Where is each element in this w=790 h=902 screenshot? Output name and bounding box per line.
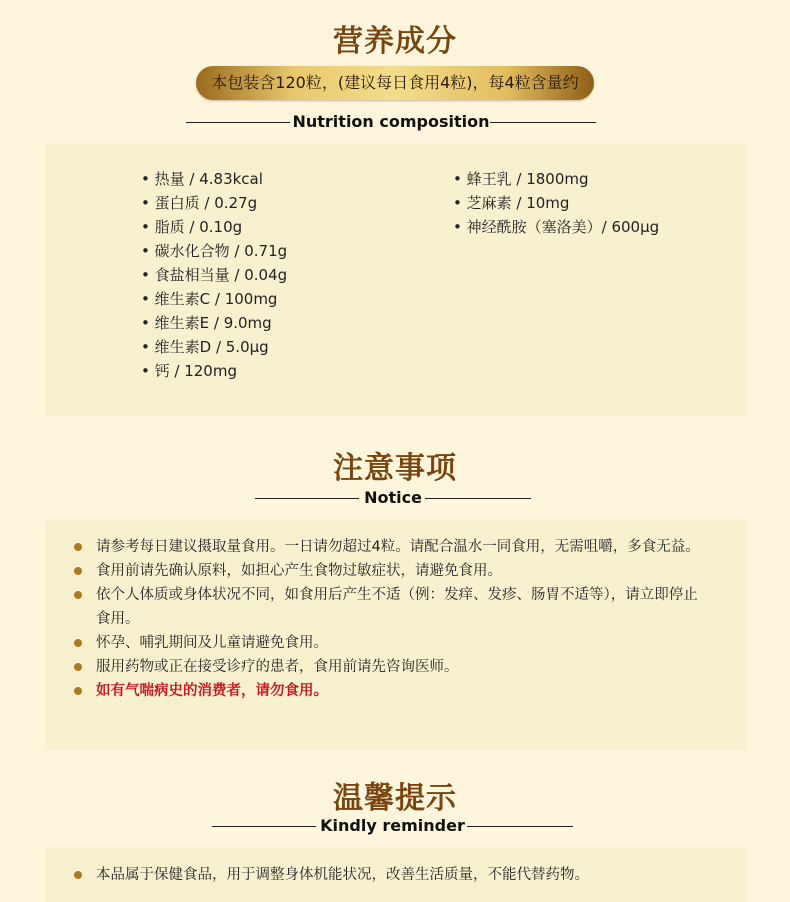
notice-item-text: 食用前请先确认原料，如担心产生食物过敏症状，请避免食用。 <box>96 563 502 579</box>
divider-line-right <box>467 826 573 827</box>
reminder-subtitle: Kindly reminder <box>320 816 465 835</box>
nutrition-list-left <box>141 167 287 383</box>
list-item: • 神经酰胺（塞洛美）/ 600μg <box>453 215 659 239</box>
list-item: • 脂质 / 0.10g <box>141 215 287 239</box>
notice-subtitle: Notice <box>364 488 422 507</box>
nutrition-panel <box>45 143 746 416</box>
notice-subtitle-divider <box>255 488 531 508</box>
list-item: • 维生素D / 5.0μg <box>141 335 287 359</box>
nutrition-subtitle: Nutrition composition <box>292 112 490 131</box>
divider-line-right <box>490 122 596 123</box>
list-item: • 碳水化合物 / 0.71g <box>141 239 287 263</box>
list-item <box>70 583 710 631</box>
bullet-dot-icon <box>74 639 82 647</box>
notice-panel <box>45 519 746 750</box>
bullet-dot-icon <box>74 567 82 575</box>
notice-item-text: 服用药物或正在接受诊疗的患者，食用前请先咨询医师。 <box>96 659 459 675</box>
reminder-title: 温馨提示 <box>333 781 457 816</box>
notice-title: 注意事项 <box>333 451 457 486</box>
divider-line-right <box>425 498 531 499</box>
notice-list <box>70 535 710 703</box>
list-item <box>70 559 710 583</box>
notice-item-text: 怀孕、哺乳期间及儿童请避免食用。 <box>96 635 328 651</box>
nutrition-subtitle-divider <box>186 112 596 132</box>
bullet-dot-icon <box>74 871 82 879</box>
list-item <box>70 863 730 887</box>
list-item: • 维生素E / 9.0mg <box>141 311 287 335</box>
list-item: • 热量 / 4.83kcal <box>141 167 287 191</box>
notice-item-text: 请参考每日建议摄取量食用。一日请勿超过4粒。请配合温水一同食用，无需咀嚼，多食无益。 <box>96 539 700 555</box>
list-item <box>70 535 710 559</box>
notice-warning-text: 如有气喘病史的消费者，请勿食用。 <box>96 683 328 699</box>
nutrition-title: 营养成分 <box>333 24 457 59</box>
list-item <box>70 655 710 679</box>
list-item: • 蜂王乳 / 1800mg <box>453 167 659 191</box>
list-item <box>70 679 710 703</box>
bullet-dot-icon <box>74 591 82 599</box>
list-item: • 维生素C / 100mg <box>141 287 287 311</box>
list-item: • 食盐相当量 / 0.04g <box>141 263 287 287</box>
bullet-dot-icon <box>74 543 82 551</box>
reminder-subtitle-divider <box>212 816 573 836</box>
list-item <box>70 631 710 655</box>
nutrition-list-right <box>453 167 659 239</box>
notice-item-text: 依个人体质或身体状况不同，如食用后产生不适（例：发痒、发疹、肠胃不适等），请立即停止食用。 <box>96 587 698 627</box>
reminder-list <box>70 863 730 887</box>
nutrition-banner: 本包装含120粒，(建议每日食用4粒)，每4粒含量约 <box>196 66 594 100</box>
bullet-dot-icon <box>74 687 82 695</box>
list-item: • 蛋白质 / 0.27g <box>141 191 287 215</box>
reminder-panel <box>45 847 746 902</box>
list-item: • 钙 / 120mg <box>141 359 287 383</box>
list-item: • 芝麻素 / 10mg <box>453 191 659 215</box>
bullet-dot-icon <box>74 663 82 671</box>
reminder-item-text: 本品属于保健食品，用于调整身体机能状况，改善生活质量，不能代替药物。 <box>96 867 589 883</box>
